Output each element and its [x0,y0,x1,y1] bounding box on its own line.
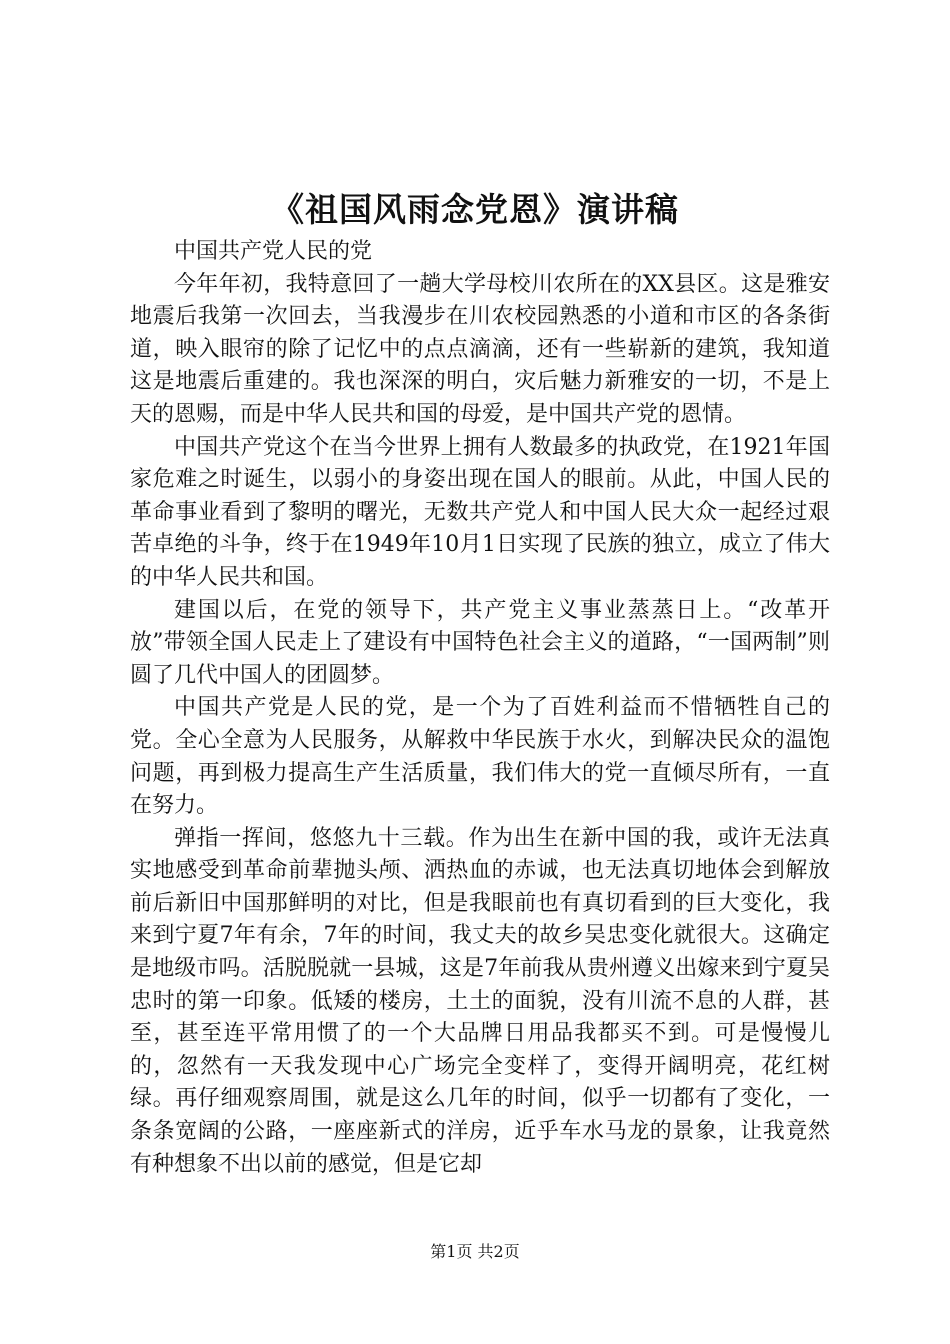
page-footer: 第1页 共2页 [430,1242,520,1261]
paragraph: 中国共产党人民的党 [174,239,373,264]
paragraph: 弹指一挥间，悠悠九十三载。作为出生在新中国的我，或许无法真实地感受到革命前辈抛头颅、洒热血的赤诚，也无法真切地体会到解放前后新旧中国那鲜明的对比，但是我眼前也有真切看到的巨大变化，我来到宁夏7年有余，7年的时间，我丈夫的故乡吴忠变化就很大。这确定是地级市吗。活脱脱就一县城，这是7年前我从贵州遵义出嫁来到宁夏吴忠时的第一印象。低矮的楼房，土土的面貌，没有川流不息的人群，甚至，甚至连平常用惯了的一个大品牌日用品我都买不到。可是慢慢儿的，忽然有一天我发现中心广场完全变样了，变得开阔明亮，花红树绿。再仔细观察周围，就是这么几年的时间，似乎一切都有了变化，一条条宽阔的公路，一座座新式的洋房，近乎车水马龙的景象，让我竟然有种想象不出以前的感觉，但是它却 [130,825,830,1177]
paragraph: 建国以后，在党的领导下，共产党主义事业蒸蒸日上。“改革开放”带领全国人民走上了建设有中国特色社会主义的道路，“一国两制”则圆了几代中国人的团圆梦。 [130,597,830,688]
document-title: 《祖国风雨念党恩》演讲稿 [271,190,679,229]
paragraph: 今年年初，我特意回了一趟大学母校川农所在的XX县区。这是雅安地震后我第一次回去，当我漫步在川农校园熟悉的小道和市区的各条街道，映入眼帘的除了记忆中的点点滴滴，还有一些崭新的建筑，我知道这是地震后重建的。我也深深的明白，灾后魅力新雅安的一切，不是上天的恩赐，而是中华人民共和国的母爱，是中国共产党的恩情。 [130,271,830,427]
paragraph: 中国共产党是人民的党，是一个为了百姓利益而不惜牺牲自己的党。全心全意为人民服务，从解救中华民族于水火，到解决民众的温饱问题，再到极力提高生产生活质量，我们伟大的党一直倾尽所有，一直在努力。 [130,695,830,819]
document-body [130,236,830,1181]
paragraph: 中国共产党这个在当今世界上拥有人数最多的执政党，在1921年国家危难之时诞生，以弱小的身姿出现在国人的眼前。从此，中国人民的革命事业看到了黎明的曙光，无数共产党人和中国人民大众一起经过艰苦卓绝的斗争，终于在1949年10月1日实现了民族的独立，成立了伟大的中华人民共和国。 [130,434,830,590]
